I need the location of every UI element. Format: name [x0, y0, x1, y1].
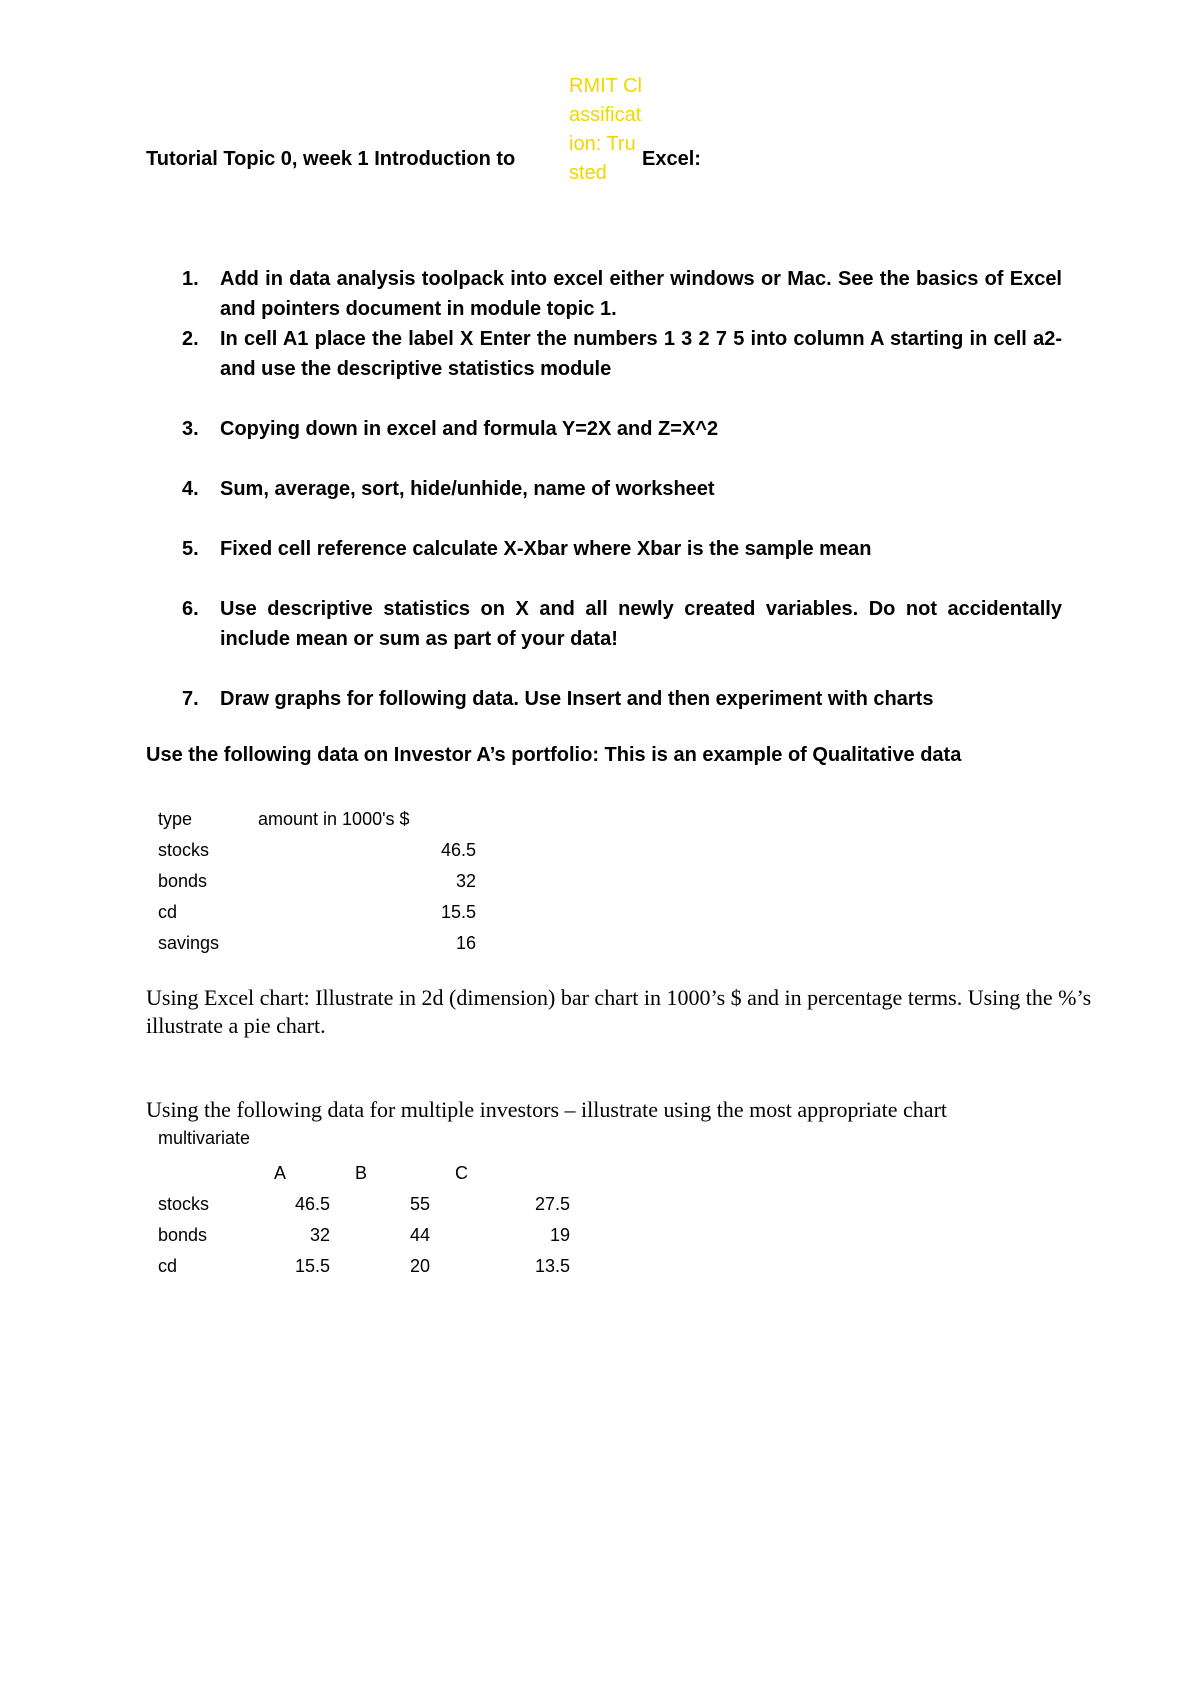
task-item: 1. Add in data analysis toolpack into excel either windows or Mac. See the basics of Excel and pointers document in module topic 1.: [182, 268, 1062, 320]
task-item: 4. Sum, average, sort, hide/unhide, name of worksheet: [182, 478, 715, 500]
task-item: 7. Draw graphs for following data. Use Insert and then experiment with charts: [182, 688, 934, 710]
task-list: [146, 264, 1062, 714]
task-item: 6. Use descriptive statistics on X and all newly created variables. Do not accidentally include mean or sum as part of your data!: [182, 598, 1062, 650]
task-item: 3. Copying down in excel and formula Y=2X and Z=X^2: [182, 418, 719, 440]
classification-label: RMIT Classification: Trusted: [569, 75, 642, 184]
multi-investor-instruction: Using the following data for multiple investors – illustrate using the most appropriate chart: [146, 1097, 948, 1122]
page-title: [146, 148, 701, 171]
chart-instruction: Using Excel chart: Illustrate in 2d (dimension) bar chart in 1000’s $ and in percentage terms. Using the %’s illustrate a pie chart.: [146, 985, 1092, 1038]
task-item: 2. In cell A1 place the label X Enter the numbers 1 3 2 7 5 into column A starting in cell a2- and use the descriptive statistics module: [182, 328, 1062, 380]
title-text: Tutorial Topic 0, week 1 Introduction to: [146, 148, 516, 170]
task-item: 5. Fixed cell reference calculate X-Xbar where Xbar is the sample mean: [182, 538, 872, 560]
portfolio-intro: Use the following data on Investor A’s portfolio: This is an example of Qualitative data: [146, 744, 962, 766]
title-text-end: Excel:: [642, 148, 701, 170]
multivariate-label: multivariate: [158, 1128, 251, 1148]
